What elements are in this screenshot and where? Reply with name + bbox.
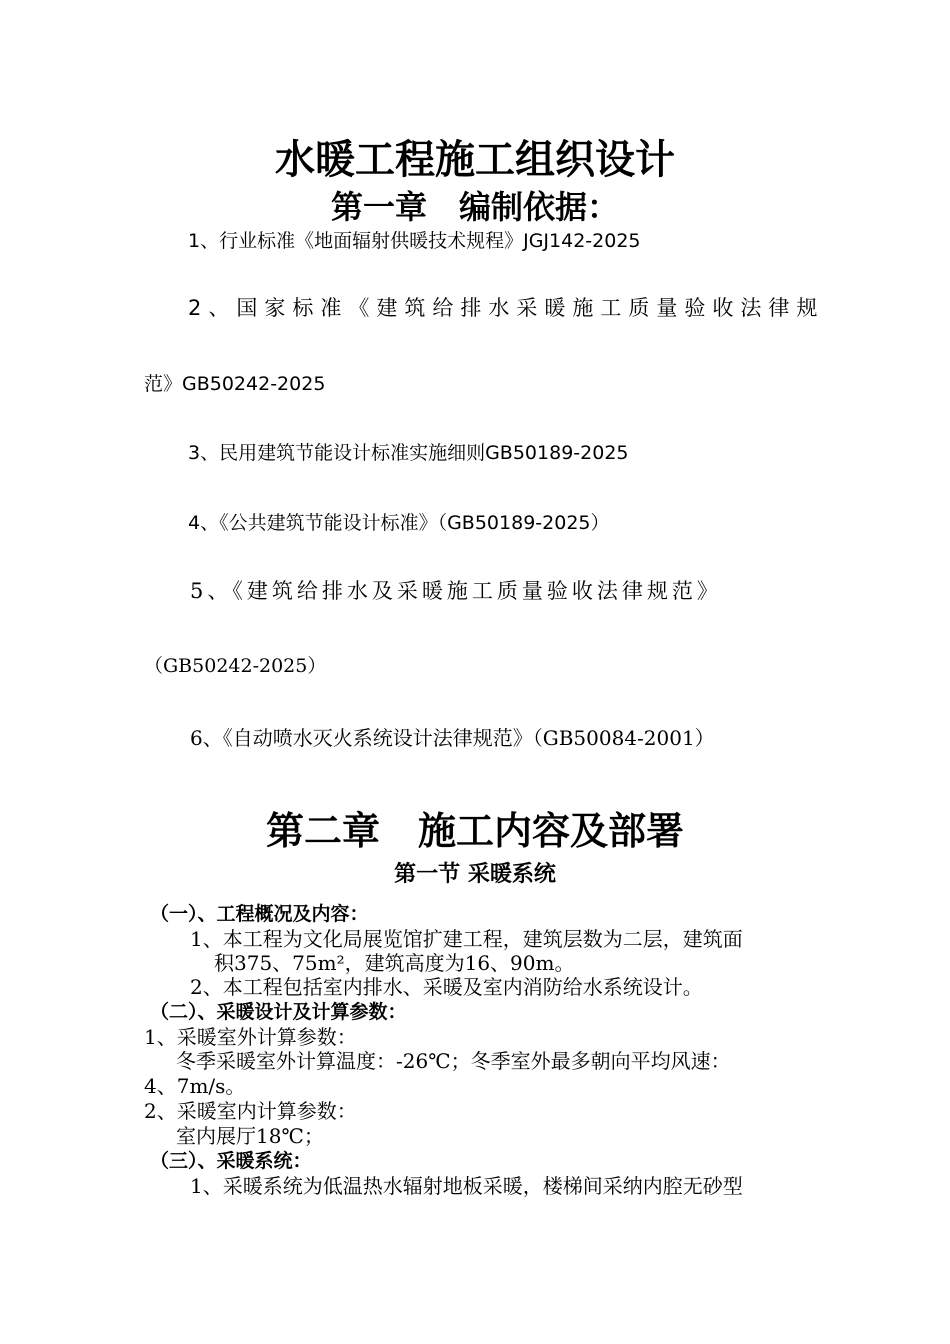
- basis-item-5-cont: （GB50242-2025）: [144, 655, 327, 677]
- params-line-2: 冬季采暖室外计算温度：-26℃；冬季室外最多朝向平均风速：: [176, 1049, 731, 1073]
- basis-item-6: 6、《自动喷水灭火系统设计法律规范》（GB50084-2001）: [190, 726, 715, 750]
- document-title: 水暖工程施工组织设计: [275, 137, 675, 183]
- basis-item-2: 2、国家标准《建筑给排水采暖施工质量验收法律规: [188, 296, 825, 320]
- params-line-1: 1、采暖室外计算参数：: [144, 1025, 357, 1049]
- params-line-4: 2、采暖室内计算参数：: [144, 1099, 357, 1123]
- basis-item-5: 5、《建筑给排水及采暖施工质量验收法律规范》: [190, 579, 722, 603]
- params-line-5: 室内展厅18℃；: [176, 1124, 324, 1148]
- chapter-2-heading: 第二章 施工内容及部署: [265, 808, 684, 853]
- system-line-1: 1、采暖系统为低温热水辐射地板采暖，楼梯间采纳内腔无砂型: [190, 1174, 743, 1198]
- overview-line-3: 2、本工程包括室内排水、采暖及室内消防给水系统设计。: [190, 975, 703, 999]
- section-1-heading: 第一节 采暖系统: [394, 862, 556, 887]
- params-line-3: 4、7m/s。: [144, 1074, 246, 1098]
- overview-line-2: 积375、75m²，建筑高度为16、90m。: [214, 951, 575, 975]
- basis-item-4: 4、《公共建筑节能设计标准》（GB50189-2025）: [188, 512, 610, 534]
- overview-line-1: 1、本工程为文化局展览馆扩建工程，建筑层数为二层，建筑面: [190, 927, 743, 951]
- sub-heading-1: （一）、工程概况及内容：: [150, 903, 369, 925]
- basis-item-3: 3、民用建筑节能设计标准实施细则GB50189-2025: [188, 442, 629, 464]
- chapter-1-heading: 第一章 编制依据：: [330, 188, 619, 226]
- sub-heading-3: （三）、采暖系统：: [150, 1150, 312, 1172]
- basis-item-1: 1、行业标准《地面辐射供暖技术规程》JGJ142-2025: [188, 230, 641, 252]
- sub-heading-2: （二）、采暖设计及计算参数：: [150, 1001, 407, 1023]
- basis-item-2-cont: 范》GB50242-2025: [144, 373, 326, 395]
